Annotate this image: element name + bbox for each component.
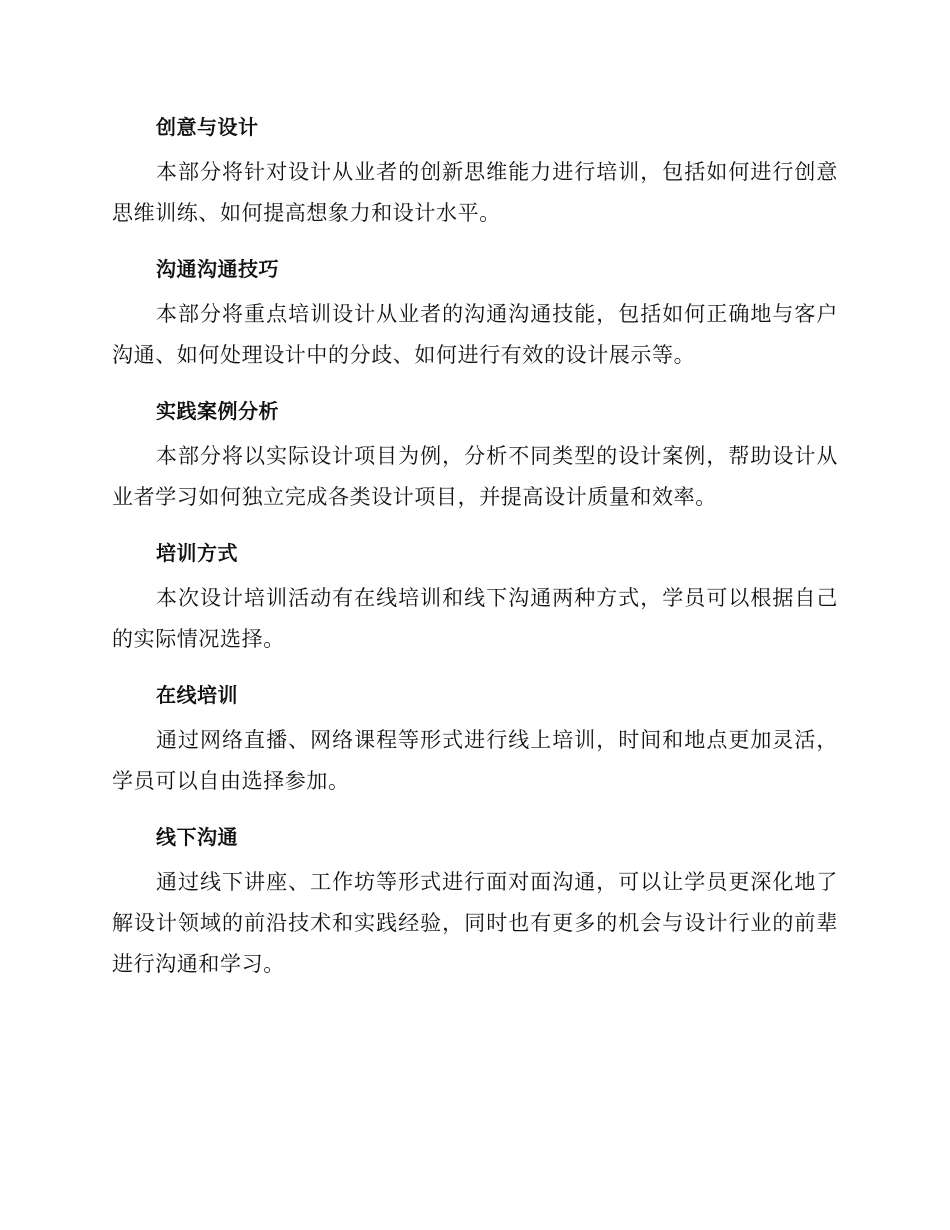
section-heading: 创意与设计 [156,115,259,139]
section-heading: 培训方式 [156,541,238,565]
section-creativity-design [112,110,838,234]
section-paragraph: 本部分将针对设计从业者的创新思维能力进行培训，包括如何进行创意思维训练、如何提高想象力和设计水平。 [112,160,838,225]
section-offline-communication [112,820,838,985]
section-paragraph: 本部分将重点培训设计从业者的沟通沟通技能，包括如何正确地与客户沟通、如何处理设计中的分歧、如何进行有效的设计展示等。 [112,302,838,367]
section-heading: 沟通沟通技巧 [156,257,279,281]
section-online-training [112,678,838,802]
section-case-analysis [112,394,838,518]
section-paragraph: 通过线下讲座、工作坊等形式进行面对面沟通，可以让学员更深化地了解设计领域的前沿技术和实践经验，同时也有更多的机会与设计行业的前辈进行沟通和学习。 [112,870,838,976]
section-heading: 在线培训 [156,683,238,707]
section-paragraph: 通过网络直播、网络课程等形式进行线上培训，时间和地点更加灵活，学员可以自由选择参加。 [112,728,838,793]
section-paragraph: 本部分将以实际设计项目为例，分析不同类型的设计案例，帮助设计从业者学习如何独立完成各类设计项目，并提高设计质量和效率。 [112,444,838,509]
section-paragraph: 本次设计培训活动有在线培训和线下沟通两种方式，学员可以根据自己的实际情况选择。 [112,586,838,651]
section-heading: 实践案例分析 [156,399,279,423]
section-training-methods [112,536,838,660]
section-heading: 线下沟通 [156,825,238,849]
section-communication-skills [112,252,838,376]
